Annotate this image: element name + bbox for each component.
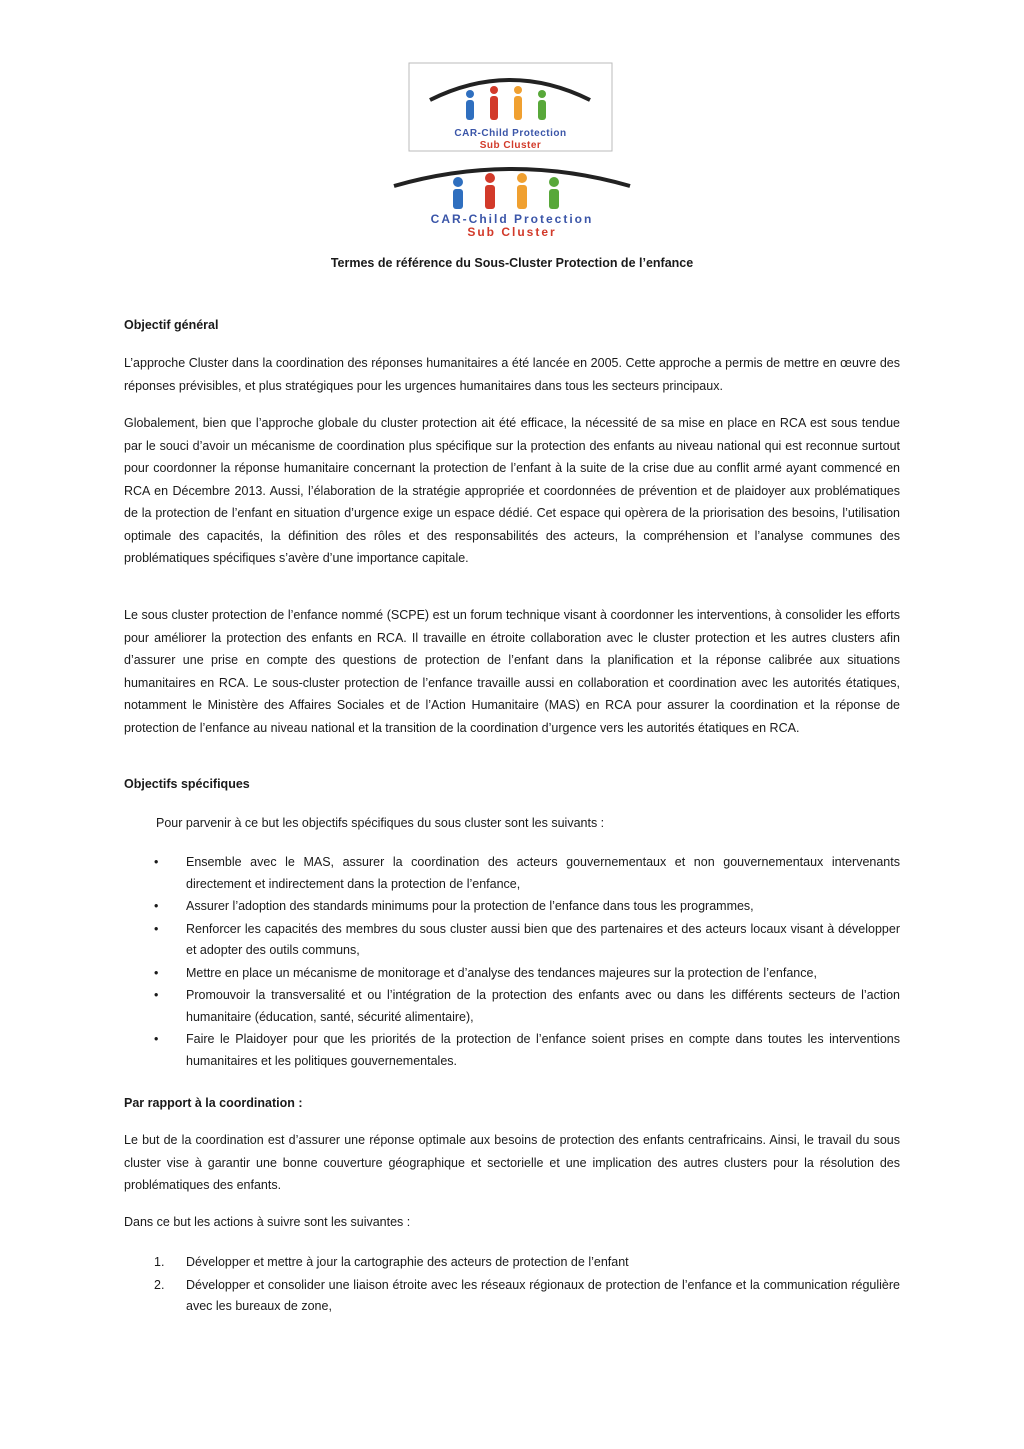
- list-item: 2. Développer et consolider une liaison étroite avec les réseaux régionaux de protection de l’enfance et la communication régulière avec les bureaux de zone,: [124, 1275, 900, 1318]
- sub-cluster-logo-top: [408, 62, 613, 152]
- list-item: • Faire le Plaidoyer pour que les priorités de la protection de l’enfance soient prises en compte dans toutes les interventions humanitaires et les politiques gouvernementales.: [124, 1029, 900, 1072]
- bullet: •: [154, 965, 159, 980]
- bullet: •: [154, 988, 159, 1002]
- logo-line-2: Sub Cluster: [467, 225, 557, 239]
- list-number: 1.: [154, 1255, 165, 1269]
- list-item: • Ensemble avec le MAS, assurer la coordination des acteurs gouvernementaux et non gouvernementaux intervenants directement et indirectement dans la protection de l’enfance,: [124, 852, 900, 895]
- bullet: •: [154, 1032, 159, 1046]
- heading-objectifs-specifiques: Objectifs spécifiques: [124, 777, 250, 791]
- list-number: 2.: [154, 1277, 165, 1292]
- paragraph: L’approche Cluster dans la coordination des réponses humanitaires a été lancée en 2005. Cette approche a permis de mettre en œuvre des réponses prévisibles, et plus stratégiques pour les urgences humanitaires dans tous les secteurs principaux.: [124, 356, 900, 393]
- bullet: •: [154, 899, 159, 913]
- paragraph: Globalement, bien que l’approche globale du cluster protection ait été efficace, la nécessité de sa mise en place en RCA est sous tendue par le souci d’avoir un mécanisme de coordination plus spécifique sur la protection des enfants au niveau national qui est reconnue surtout pour coordonner la réponse humanitaire concernant la protection de l’enfant à la suite de la crise due au conflit armé ayant commencé en RCA en Décembre 2013. Aussi, l’élaboration de la stratégie appropriée et coordonnées de prévention et de plaidoyer aux problématiques de la protection de l’enfant en situation d’urgence exige un espace dédié. Cet espace qui opèrera de la priorisation des besoins, l’utilisation optimale des capacités, la définition des rôles et des responsabilités des acteurs, la compréhension et l’analyse communes des problématiques spécifiques s’avère d’une importance capitale.: [124, 416, 900, 565]
- bullet: •: [154, 921, 159, 936]
- document-title: Termes de référence du Sous-Cluster Protection de l’enfance: [330, 256, 694, 270]
- logo-line-1: CAR-Child Protection: [454, 128, 567, 139]
- bullet: •: [154, 855, 159, 869]
- list-item: • Mettre en place un mécanisme de monitorage et d’analyse des tendances majeures sur la protection de l’enfance,: [124, 963, 900, 985]
- logo-line-1: CAR-Child Protection: [430, 212, 594, 226]
- paragraph: Le but de la coordination est d’assurer une réponse optimale aux besoins de protection des enfants centrafricains. Ainsi, le travail du sous cluster vise à garantir une bonne couverture géographique et sectorielle et une implication des autres clusters pour la résolution des problématiques des enfants.: [124, 1133, 900, 1192]
- coordination-actions-list: [124, 1252, 900, 1319]
- list-item: • Assurer l’adoption des standards minimums pour la protection de l’enfance dans tous les programmes,: [124, 896, 900, 918]
- heading-coordination: Par rapport à la coordination :: [124, 1096, 303, 1110]
- list-item: • Renforcer les capacités des membres du sous cluster aussi bien que des partenaires et des acteurs locaux visant à développer et adopter des outils communs,: [124, 919, 900, 962]
- logo-line-2: Sub Cluster: [479, 140, 542, 151]
- specific-objectives-list: [124, 852, 900, 1073]
- sub-cluster-logo-bottom: [388, 160, 636, 238]
- paragraph: Le sous cluster protection de l’enfance nommé (SCPE) est un forum technique visant à coordonner les interventions, à consolider les efforts pour améliorer la protection des enfants en RCA. Il travaille en étroite collaboration avec le cluster protection et les autres clusters afin d’assurer une prise en compte des questions de protection de l’enfant dans la planification et la réponse calibrée aux situations humanitaires en RCA. Le sous-cluster protection de l’enfance travaille aussi en collaboration et coordination avec les autorités étatiques, notamment le Ministère des Affaires Sociales et de l’Action Humanitaire (MAS) en RCA pour assurer la coordination et la réponse de protection de l’enfance au niveau national et la transition de la coordination d’urgence vers les autorités étatiques en RCA.: [124, 608, 900, 735]
- list-intro: Dans ce but les actions à suivre sont les suivantes :: [124, 1215, 411, 1229]
- list-item: 1. Développer et mettre à jour la cartographie des acteurs de protection de l’enfant: [124, 1252, 900, 1274]
- heading-objectif-general: Objectif général: [124, 318, 219, 332]
- list-item: • Promouvoir la transversalité et ou l’intégration de la protection des enfants avec ou dans les différents secteurs de l’action humanitaire (éducation, santé, sécurité alimentaire),: [124, 985, 900, 1028]
- list-intro: Pour parvenir à ce but les objectifs spécifiques du sous cluster sont les suivants :: [156, 816, 605, 830]
